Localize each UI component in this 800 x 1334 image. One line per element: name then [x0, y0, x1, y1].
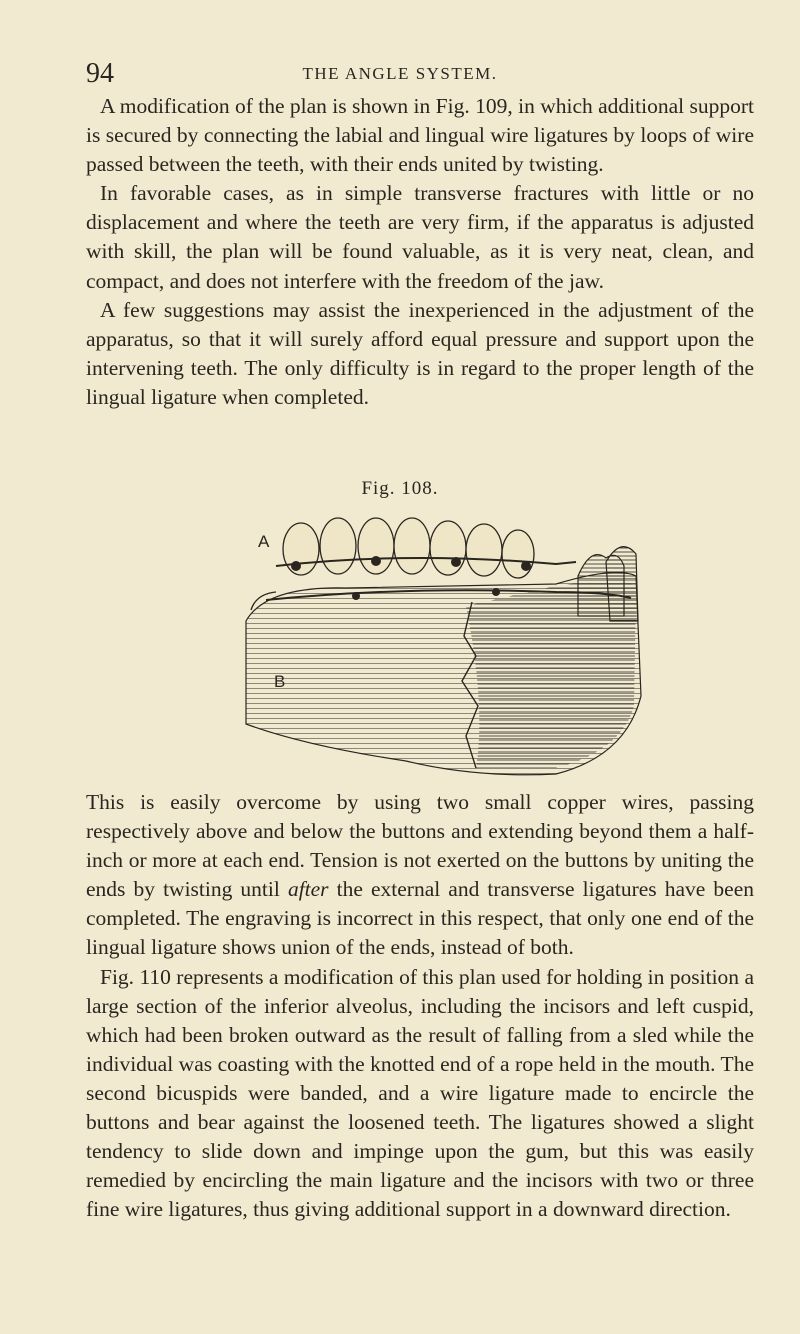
top-text-block	[86, 92, 754, 412]
figure-label-b: B	[274, 672, 286, 691]
emphasized-word: after	[287, 877, 329, 902]
molar-teeth	[578, 547, 638, 621]
page-header	[0, 58, 800, 88]
paragraph: A modification of the plan is shown in Fig. 109, in which additional support is secured by connecting the labial and lingual wire ligatures by loops of wire passed between the teeth, with their ends united by twisting.	[86, 94, 754, 177]
running-title: THE ANGLE SYSTEM.	[302, 64, 498, 83]
paragraph-text: This is easily overcome by using two small copper wires, passing respectively above and below the buttons and extending beyond them a half-inch or more at each end. Tension is not exerted on the buttons by uniting the ends by twisting until	[86, 790, 754, 902]
paragraph: A few suggestions may assist the inexperienced in the adjustment of the apparatus, so that it will surely afford equal pressure and support upon the intervening teeth. The only difficulty is in regard to the proper length of the lingual ligature when completed.	[86, 297, 754, 409]
paragraph: Fig. 110 represents a modification of this plan used for holding in position a large section of the inferior alveolus, including the incisors and left cuspid, which had been broken outward as the result of falling from a sled while the individual was coasting with the knotted end of a rope held in the mouth. The second bicuspids were banded, and a wire ligature made to encircle the buttons and bear against the loosened teeth. The ligatures showed a slight tendency to slide down and impinge upon the gum, but this was easily remedied by encircling the main ligature and the incisors with two or three fine wire ligatures, thus giving additional support in a downward direction.	[86, 964, 754, 1222]
bottom-text-block	[86, 788, 754, 1224]
figure-108-engraving	[226, 506, 656, 776]
page-number: 94	[86, 58, 114, 89]
figure-caption: Fig. 108.	[361, 478, 439, 499]
figure-label-a: A	[258, 532, 270, 551]
teeth-row	[283, 518, 534, 578]
paragraph: In favorable cases, as in simple transverse fractures with little or no displacement and where the teeth are very firm, if the apparatus is adjusted with skill, the plan will be found valuable, as it is very neat, clean, and compact, and does not interfere with the freedom of the jaw.	[86, 181, 754, 293]
paragraph-text: the external and transverse ligatures have been completed. The engraving is incorrect in this respect, that only one end of the lingual ligature shows union of the ends, instead of both.	[86, 877, 754, 960]
paragraph	[86, 788, 754, 963]
jaw-engraving-illustration	[226, 506, 656, 776]
